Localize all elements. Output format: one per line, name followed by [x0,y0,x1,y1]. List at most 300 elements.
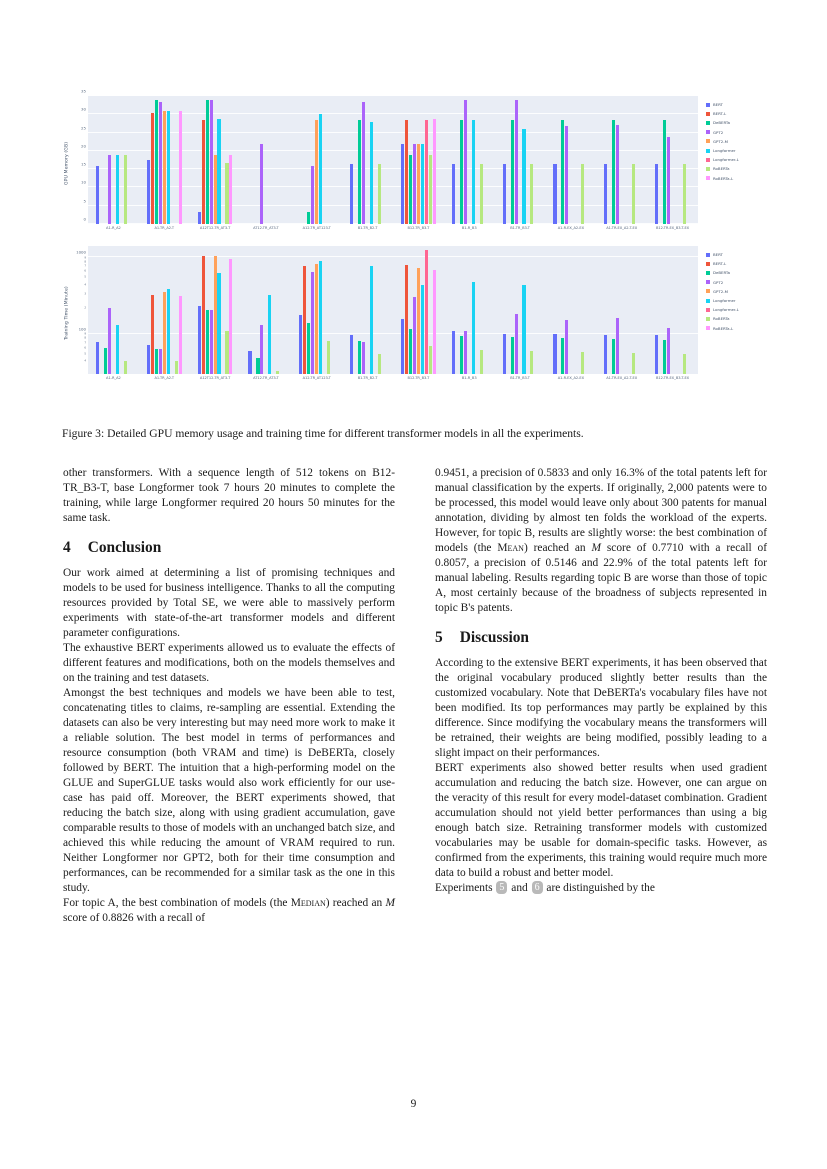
bar-gpt2 [565,320,568,374]
y-tick-minor: 5 [84,352,86,356]
bar-deberta [612,120,615,224]
text-fragment: ) reached an [325,896,386,909]
y-tick-minor: 7 [84,264,86,268]
legend-item[interactable] [706,278,768,287]
legend-label: DeBERTa [713,270,731,276]
legend-label: GPT2 [713,279,724,285]
chart1-y-axis-label: GPU Memory (GB) [64,141,70,185]
bar-deberta [663,120,666,224]
text-fragment: ) reached an [523,541,592,554]
paragraph: Our work aimed at determining a list of promising techniques and models to be used for business intelligence. Thanks to all the computing resources provided by Total SE, we were able to massively perform experiments with state-of-the-art transformer models and different parameter configurations. [63,566,395,639]
chart2-legend [698,246,768,380]
y-tick-minor: 6 [84,269,86,273]
chart2-x-labels [88,376,698,380]
bar-group [444,96,495,224]
legend-label: GPT2-M [713,288,728,294]
y-tick-minor: 4 [84,283,86,287]
bar-longformer [167,111,170,224]
section-number: 4 [63,538,71,556]
x-tick-label: B1-TR_B2-T [357,226,378,230]
bar-longformer [522,285,525,374]
bar-longformer [217,273,220,374]
bar-deberta [409,155,412,224]
bar-gpt2 [515,314,518,374]
legend-swatch-icon [706,317,710,321]
x-tick-label: A1-TR_A2-T [154,226,175,230]
bar-roberta [429,155,432,224]
chart2-y-axis-label: Training Time (Minute) [64,286,70,340]
legend-label: BERT [713,102,723,108]
body-columns [63,466,767,926]
bar-roberta [124,155,127,224]
chart1-x-labels [88,226,698,230]
bar-longformer [421,285,424,374]
x-tick-label: B1-R_B3 [461,226,477,230]
legend-swatch-icon [706,112,710,116]
legend-item[interactable] [706,128,768,137]
y-tick-label: 35 [81,88,86,94]
bar-deberta [409,329,412,374]
bar-roberta [581,164,584,224]
bar-roberta [632,164,635,224]
bar-gpt2 [108,155,111,224]
bar-gpt2-m [315,120,318,224]
x-tick-label: B12-TR-EX_B3-T-EX [655,226,690,230]
bar-gpt2-m [214,155,217,224]
bar-bert [452,164,455,224]
bar-deberta [460,120,463,224]
bar-roberta [124,361,127,374]
bar-longformer-l [425,250,428,374]
bar-bert-l [202,256,205,374]
bar-gpt2-m [214,256,217,374]
bar-bert [503,164,506,224]
bar-gpt2 [616,125,619,224]
paragraph: other transformers. With a sequence length of 512 tokens on B12-TR_B3-T, base Longformer took 7 hours 20 minutes to complete the training, while large Longformer required 20 hours 50 minutes for the same task. [63,467,395,524]
legend-label: Longformer-L [713,157,739,163]
bar-bert [198,212,201,224]
y-tick-minor: 3 [84,292,86,296]
bar-roberta [225,331,228,374]
bar-group [596,246,647,374]
bar-group [647,96,698,224]
bar-group [88,96,139,224]
legend-item[interactable] [706,259,768,268]
bar-longformer [370,122,373,224]
bar-roberta [480,164,483,224]
bar-deberta [307,212,310,224]
bar-deberta [460,336,463,374]
smallcaps-median: Median [290,896,326,909]
bar-gpt2 [464,331,467,374]
legend-label: RoBERTa [713,166,730,172]
y-tick-minor: 9 [84,332,86,336]
bar-group [88,246,139,374]
paragraph: BERT experiments also showed better results when used gradient accumulation and reducing the batch size. However, one can argue on the veracity of this result for every model-dataset combination. Gradient accumulation should not yield better performances than using a big enough batch size. Retraining transformer models with customized vocabularies may be usable for domain-specific tasks. However, as confirmed from the experiments, this training would require much more data to build a robust and better model. [435,761,767,879]
bar-gpt2 [311,272,314,374]
math-symbol: M [385,896,395,909]
x-tick-label: A1-R-EX_A2-EX [557,376,585,380]
bar-deberta [358,120,361,224]
math-symbol: M [591,541,601,554]
bar-group [291,246,342,374]
bar-gpt2 [413,297,416,374]
bar-bert [350,335,353,374]
legend-swatch-icon [706,130,710,134]
bar-gpt2-m [163,292,166,374]
x-tick-label: A1-TR-EX_A2-T-EX [606,376,638,380]
bar-group [342,246,393,374]
legend-label: Longformer [713,148,736,154]
chart2-plot-area [88,246,698,374]
bar-longformer [522,129,525,224]
text-fragment: and [508,881,531,894]
bar-deberta [307,323,310,374]
legend-swatch-icon [706,139,710,143]
legend-label: BERT [713,252,723,258]
bar-bert [299,315,302,374]
legend-item[interactable] [706,174,768,183]
y-tick-minor: 4 [84,359,86,363]
bar-bert [96,166,99,225]
figure-3 [62,88,768,380]
bar-roberta [683,164,686,224]
legend-item[interactable] [706,296,768,305]
bar-bert [604,164,607,224]
bar-longformer-l [425,120,428,224]
bar-longformer [217,119,220,224]
y-tick-minor: 8 [84,336,86,340]
legend-item[interactable] [706,100,768,109]
text-fragment: Experiments [435,881,496,894]
bar-group [545,96,596,224]
legend-item[interactable] [706,305,768,314]
bar-roberta-l [433,270,436,374]
text-fragment: score of 0.7710 with a recall of 0.8057, a precision of 0.5146 and 22.9% of the total patents left for manual labeling. Results regarding topic B are worse than those of topic A, most certainly because of the broadness of subjects represented in topic B's patents. [435,541,768,614]
legend-item[interactable] [706,250,768,259]
bar-bert-l [151,113,154,224]
x-tick-label: A12-TR_AT123-T [302,226,331,230]
paragraph [435,466,767,616]
section-title: Conclusion [87,538,162,556]
y-tick-label: 10 [81,179,86,185]
bar-deberta [561,120,564,224]
chart-training-time [62,246,768,380]
bar-roberta [378,164,381,224]
bar-group [495,246,546,374]
legend-item[interactable] [706,324,768,333]
bar-deberta [256,358,259,374]
bar-group [495,96,546,224]
bar-gpt2 [565,126,568,224]
legend-item[interactable] [706,314,768,323]
text-fragment: 0.9451, a precision of 0.5833 and only 16.3% of the total patents left for manual classification by the experts. If originally, 2,000 patents were to be processed, this model would leave only about 300 patents for manual annotation, dividing by almost ten folds the workload of the experts. However, for topic B, results are slightly worse: the best combination of models (the [435,467,767,554]
smallcaps-mean: Mean [497,541,524,554]
bar-bert [452,331,455,374]
x-tick-label: B1-TR_B3-T [510,226,530,230]
x-tick-label: A1-TR_A2-T [154,376,175,380]
bar-gpt2 [413,144,416,224]
x-tick-label: AT12-TR_AT3-T [253,226,279,230]
bar-group [393,96,444,224]
x-tick-label: A12T12-TR_AT3-T [199,376,231,380]
bar-bert [553,164,556,224]
bar-roberta-l [179,296,182,374]
x-tick-label: A1-R_A2 [106,376,121,380]
chart2-y-ticks [72,246,88,374]
y-tick-minor: 2 [84,306,86,310]
bar-bert [401,144,404,224]
bar-gpt2 [515,100,518,224]
y-tick-label: 15 [81,161,86,167]
paragraph: The exhaustive BERT experiments allowed us to evaluate the effects of different features and modifications, both on the models themselves and on the training and test datasets. [63,641,395,684]
bar-gpt2 [362,102,365,224]
legend-item[interactable] [706,118,768,127]
chart1-plot-area [88,96,698,224]
bar-roberta [632,353,635,374]
bar-longformer [116,155,119,224]
bar-roberta [683,354,686,374]
y-tick-minor: 8 [84,260,86,264]
bar-deberta [511,337,514,374]
bar-bert [503,334,506,374]
chart1-legend [698,96,768,230]
bar-gpt2 [210,310,213,374]
y-tick-label: 5 [83,198,86,204]
bar-roberta [378,354,381,374]
bar-group [240,96,291,224]
bar-gpt2 [616,318,619,374]
paragraph: According to the extensive BERT experiments, it has been observed that the original vocabulary produced slightly better results than the customized vocabulary. Note that DeBERTa's vocabulary files have not been modified. Its top performances may partly be explained by this difference. Since modifying the vocabulary means the transformers will be retrained, their weights are being modified, possibly leading to a slight impact on their performances. [435,656,767,759]
bar-group [139,246,190,374]
bar-deberta [206,100,209,224]
legend-item[interactable] [706,164,768,173]
bar-bert [604,335,607,374]
bar-roberta [530,164,533,224]
bar-longformer [319,114,322,224]
bar-roberta [480,350,483,374]
bar-group [291,96,342,224]
bar-bert [553,334,556,374]
legend-item[interactable] [706,268,768,277]
chart-gpu-memory [62,88,768,230]
bar-bert [401,319,404,374]
bar-gpt2 [464,100,467,224]
bar-deberta [104,348,107,374]
x-tick-label: B1-R_B3 [461,376,477,380]
x-tick-label: A1-R_A2 [106,226,121,230]
paragraph: Amongst the best techniques and models we have been able to test, concatenating titles to claims, re-sampling are essential. Extending the datasets can also be very interesting but may need more work to make it a reliable solution. The best model in terms of performances and resource consumption (both VRAM and time) is DeBERTa, closely followed by BERT. The intuition that a high-performing model on the GLUE and SuperGLUE tasks would also work efficiently for our use-case has paid off. Moreover, the BERT experiments showed, that reducing the batch size, along with using gradient accumulation, gave comparable results to those of models with an unchanged batch size, and achieved this while reducing the amount of VRAM required to run. Neither Longformer nor GPT2, both for their time consumption and performances, can be recommended for a similar task as the one in this study. [63,686,395,894]
bar-deberta [561,338,564,374]
bar-bert-l [303,266,306,374]
bar-gpt2-m [163,111,166,224]
paragraph [63,896,395,926]
bar-bert-l [405,265,408,374]
legend-label: GPT2-M [713,138,728,144]
bar-group [545,246,596,374]
bar-deberta [155,100,158,224]
text-fragment: are distinguished by the [543,881,655,894]
bar-gpt2 [667,137,670,224]
bar-bert [147,345,150,374]
x-tick-label: B12-TR-EX_B3-T-EX [655,376,690,380]
bar-deberta [511,120,514,224]
bar-group [240,246,291,374]
legend-swatch-icon [706,280,710,284]
legend-label: RoBERTa-L [713,325,734,331]
y-tick-label: 30 [81,106,86,112]
bar-gpt2 [159,349,162,374]
bar-gpt2 [362,342,365,374]
bar-gpt2 [260,144,263,224]
bar-deberta [206,310,209,374]
legend-swatch-icon [706,299,710,303]
bar-roberta [429,346,432,374]
bar-deberta [663,340,666,374]
bar-longformer [319,261,322,374]
y-tick-minor: 5 [84,275,86,279]
bar-group [342,96,393,224]
bar-bert-l [151,295,154,374]
page-number: 9 [410,1098,417,1110]
bar-deberta [155,349,158,374]
legend-swatch-icon [706,253,710,257]
y-tick-label: 0 [83,216,86,222]
bar-roberta-l [229,155,232,224]
y-tick-label: 1000 [76,249,86,255]
bar-gpt2-m [315,264,318,374]
bar-roberta [530,351,533,374]
y-tick-minor: 7 [84,341,86,345]
bar-roberta [175,361,178,374]
legend-label: RoBERTa-L [713,175,734,181]
bar-roberta [581,352,584,374]
legend-swatch-icon [706,271,710,275]
bar-longformer [167,289,170,374]
legend-swatch-icon [706,103,710,107]
right-column [435,466,767,926]
legend-swatch-icon [706,121,710,125]
legend-label: RoBERTa [713,316,730,322]
legend-label: BERT-L [713,261,727,267]
left-column [63,466,395,926]
bar-deberta [358,341,361,374]
section-title: Discussion [459,628,529,646]
legend-label: BERT-L [713,111,727,117]
bar-group [139,96,190,224]
paragraph [435,881,767,896]
legend-swatch-icon [706,158,710,162]
bar-roberta [276,371,279,374]
bar-bert-l [405,120,408,224]
y-tick-minor: 9 [84,256,86,260]
legend-swatch-icon [706,289,710,293]
legend-swatch-icon [706,149,710,153]
legend-item[interactable] [706,137,768,146]
x-tick-label: B12-TR_B3-T [407,376,430,380]
bar-roberta-l [179,111,182,224]
experiment-badge-5: 5 [496,881,507,894]
x-tick-label: B12-TR_B3-T [407,226,430,230]
bar-bert-l [202,120,205,224]
bar-longformer [268,295,271,374]
bar-gpt2 [260,325,263,374]
legend-item[interactable] [706,146,768,155]
bar-group [647,246,698,374]
bar-gpt2 [667,328,670,374]
y-tick-label: 100 [78,326,86,332]
legend-swatch-icon [706,326,710,330]
x-tick-label: B1-TR_B3-T [510,376,530,380]
bar-roberta-l [433,119,436,224]
chart-spacer [62,230,768,246]
figure-caption: Figure 3: Detailed GPU memory usage and training time for different transformer models in all the experiments. [62,427,584,440]
x-tick-label: A1-TR-EX_A2-T-EX [606,226,638,230]
text-fragment: For topic A, the best combination of models (the [63,896,291,909]
bar-bert [96,342,99,374]
bar-group [190,246,241,374]
section-number: 5 [435,628,443,646]
bar-longformer [421,144,424,224]
bar-gpt2 [159,102,162,225]
bar-roberta [327,341,330,374]
bar-roberta-l [229,259,232,374]
legend-swatch-icon [706,176,710,180]
bar-longformer [370,266,373,374]
bar-gpt2-m [417,268,420,374]
legend-label: Longformer-L [713,307,739,313]
bar-bert [248,351,251,374]
bar-group [190,96,241,224]
bar-bert [350,164,353,224]
bar-gpt2 [210,100,213,224]
x-tick-label: A1-R-EX_A2-EX [557,226,585,230]
bar-bert [147,160,150,224]
legend-swatch-icon [706,308,710,312]
bar-group [393,246,444,374]
bar-longformer [472,120,475,224]
y-tick-minor: 6 [84,346,86,350]
section-heading-discussion [435,630,767,647]
bar-gpt2-m [417,144,420,224]
section-heading-conclusion [63,540,395,557]
chart1-y-ticks [72,88,88,224]
legend-swatch-icon [706,262,710,266]
bar-bert [655,164,658,224]
experiment-badge-6: 6 [532,881,543,894]
bar-group [444,246,495,374]
legend-item[interactable] [706,287,768,296]
bar-bert [198,306,201,374]
bar-roberta [225,163,228,224]
bar-group [596,96,647,224]
text-fragment: score of 0.8826 with a recall of [63,911,206,924]
y-tick-label: 25 [81,125,86,131]
y-tick-label: 20 [81,143,86,149]
bar-longformer [472,282,475,374]
bar-deberta [612,339,615,374]
bar-gpt2 [311,166,314,225]
legend-item[interactable] [706,109,768,118]
x-tick-label: A12-TR_AT123-T [302,376,331,380]
legend-item[interactable] [706,155,768,164]
legend-swatch-icon [706,167,710,171]
legend-label: GPT2 [713,129,724,135]
bar-gpt2 [108,308,111,374]
x-tick-label: B1-TR_B2-T [357,376,378,380]
x-tick-label: A12T12-TR_AT3-T [199,226,231,230]
x-tick-label: AT12-TR_AT3-T [253,376,279,380]
